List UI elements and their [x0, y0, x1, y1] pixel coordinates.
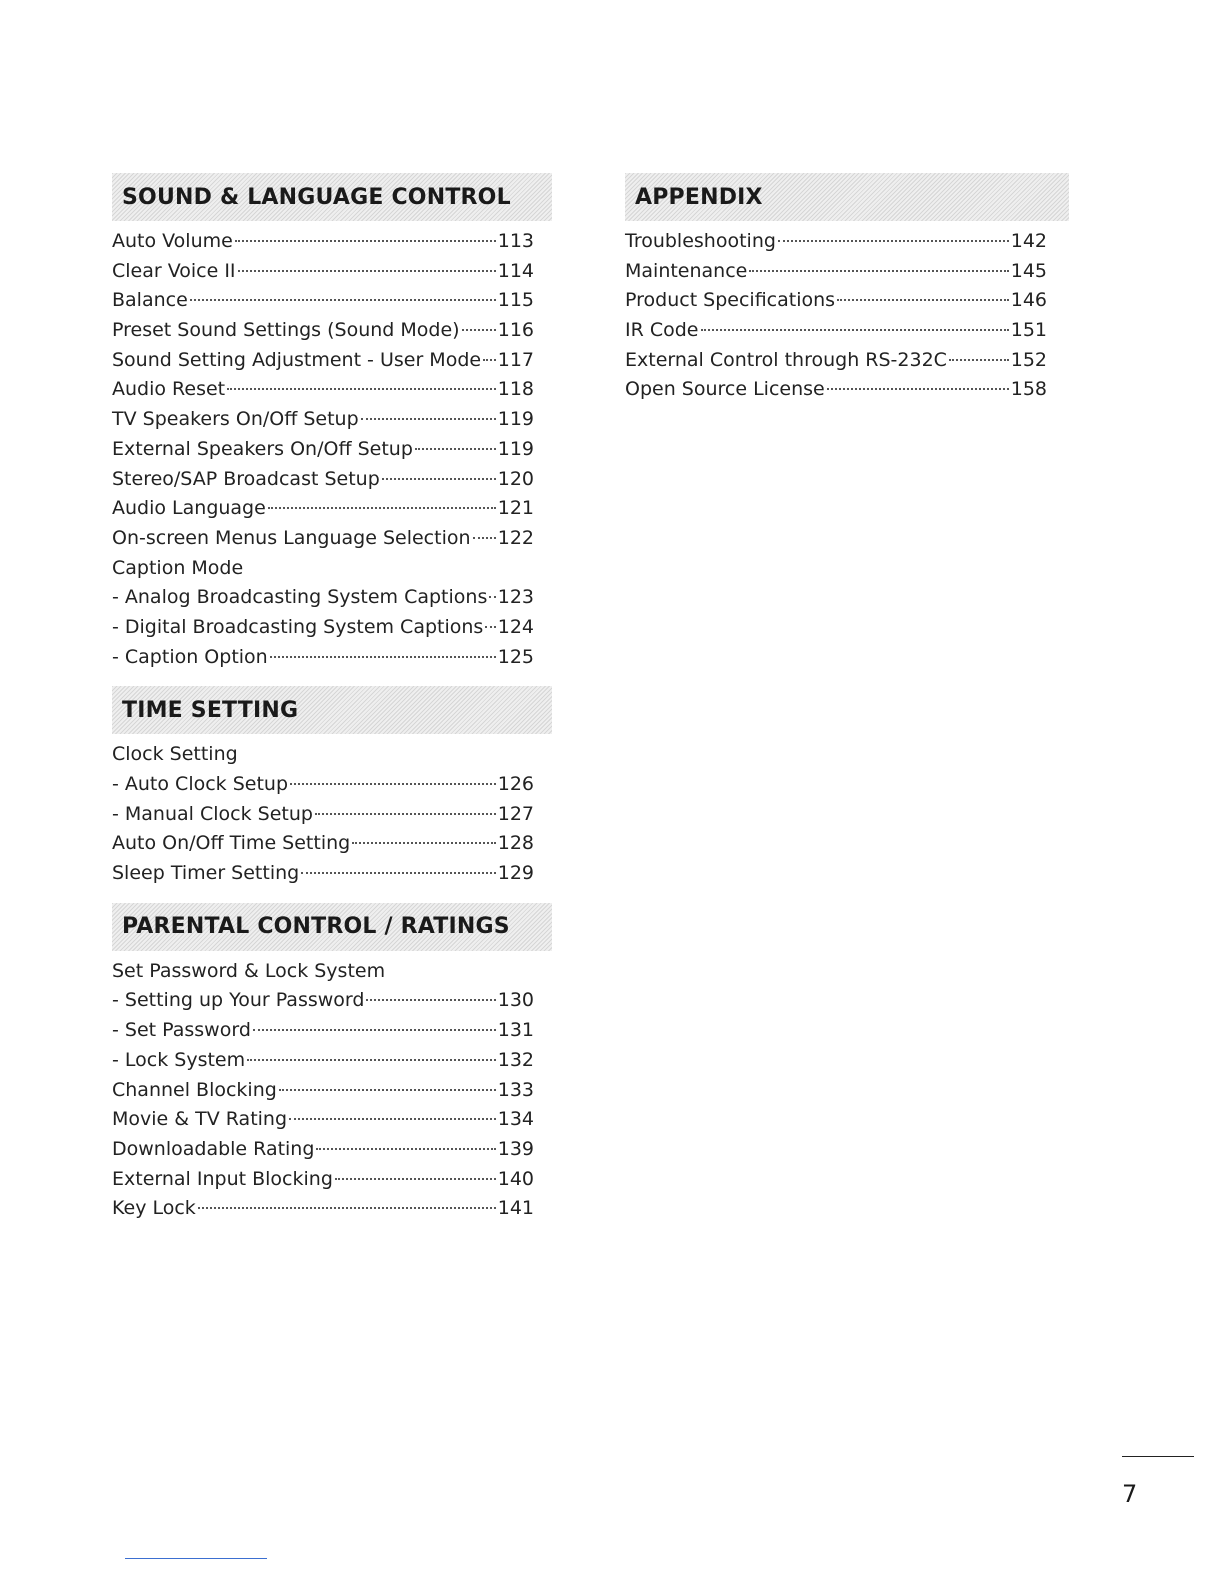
dot-leader — [315, 813, 496, 815]
toc-entry — [112, 286, 534, 316]
toc-entry-page: 114 — [497, 259, 534, 282]
toc-entry-label: Set Password & Lock System — [112, 959, 386, 982]
toc-entry-page: 116 — [497, 319, 534, 342]
page-number-rule — [1122, 1456, 1194, 1457]
toc-entry — [112, 583, 534, 613]
dot-leader — [361, 418, 496, 420]
toc-entry-label: - Setting up Your Password — [112, 989, 365, 1012]
toc-entry — [112, 524, 534, 554]
toc-entry-label: Preset Sound Settings (Sound Mode) — [112, 319, 460, 342]
dot-leader — [190, 299, 496, 301]
toc-entry-label: Auto Volume — [112, 230, 233, 252]
toc-entry — [112, 1165, 534, 1195]
toc-entry-label: Product Specifications — [625, 289, 836, 312]
toc-entry-label: - Digital Broadcasting System Captions — [112, 615, 484, 638]
dot-leader — [335, 1178, 496, 1180]
toc-entry-page: 117 — [497, 348, 534, 371]
dot-leader — [827, 388, 1009, 390]
toc-entry — [625, 257, 1047, 287]
toc-entry — [625, 227, 1047, 257]
toc-entry — [112, 465, 534, 495]
toc-entry — [112, 1016, 534, 1046]
toc-entry-page: 158 — [1010, 378, 1047, 401]
toc-entry-label: Audio Reset — [112, 378, 226, 401]
toc-entry-label: Maintenance — [625, 259, 748, 282]
toc-entry-page: 130 — [497, 989, 534, 1012]
toc-entry — [112, 1194, 534, 1224]
toc-entry-label: Audio Language — [112, 497, 266, 520]
dot-leader — [837, 299, 1009, 301]
toc-entry — [625, 375, 1047, 405]
dot-leader — [279, 1089, 496, 1091]
dot-leader — [235, 240, 496, 242]
toc-entry-label: - Caption Option — [112, 645, 268, 668]
toc-left-column — [112, 173, 552, 1238]
toc-entry-page: 141 — [497, 1197, 534, 1220]
dot-leader — [227, 388, 496, 390]
toc-section-appendix — [625, 173, 1069, 405]
section-header: SOUND & LANGUAGE CONTROL — [112, 173, 552, 221]
toc-entry-label: On-screen Menus Language Selection — [112, 526, 471, 549]
toc-entry — [112, 257, 534, 287]
toc-entry-page: 123 — [497, 586, 534, 609]
toc-section-time-setting — [112, 686, 552, 888]
toc-entry — [112, 1105, 534, 1135]
dot-leader — [701, 329, 1009, 331]
toc-entry-page: 118 — [497, 378, 534, 401]
dot-leader — [198, 1207, 496, 1209]
toc-entry-label: Channel Blocking — [112, 1078, 277, 1101]
toc-entry — [112, 643, 534, 673]
toc-entry — [112, 554, 534, 584]
toc-entry-label: - Auto Clock Setup — [112, 773, 289, 795]
toc-section-sound-language-control — [112, 173, 552, 672]
dot-leader — [949, 359, 1009, 361]
toc-entry-label: Troubleshooting — [625, 230, 776, 252]
dot-leader — [778, 240, 1009, 242]
dot-leader — [489, 596, 495, 598]
section-header: TIME SETTING — [112, 686, 552, 734]
dot-leader — [462, 329, 496, 331]
toc-entry-page: 120 — [497, 467, 534, 490]
dot-leader — [290, 783, 496, 785]
toc-entry-label: Balance — [112, 289, 188, 312]
dot-leader — [316, 1148, 495, 1150]
toc-entry-label: - Set Password — [112, 1019, 251, 1042]
toc-entry-label: TV Speakers On/Off Setup — [112, 408, 359, 431]
footer-rule — [125, 1558, 267, 1559]
toc-entry-page: 152 — [1010, 348, 1047, 371]
toc-entry — [625, 286, 1047, 316]
toc-entry-page: 124 — [497, 615, 534, 638]
toc-entry-page: 133 — [497, 1078, 534, 1101]
toc-entry — [625, 346, 1047, 376]
toc-entry — [625, 316, 1047, 346]
toc-entry-label: Key Lock — [112, 1197, 196, 1220]
toc-entry — [112, 770, 534, 800]
toc-entry-page: 128 — [497, 832, 534, 855]
toc-entry — [112, 800, 534, 830]
toc-entry — [112, 375, 534, 405]
toc-entry-page: 125 — [497, 645, 534, 668]
toc-entry-label: External Speakers On/Off Setup — [112, 437, 413, 460]
toc-entry-page: 132 — [497, 1048, 534, 1071]
dot-leader — [253, 1029, 496, 1031]
dot-leader — [352, 842, 496, 844]
dot-leader — [366, 999, 495, 1001]
toc-entry-label: - Manual Clock Setup — [112, 802, 313, 825]
dot-leader — [485, 626, 495, 628]
toc-entry-page: 142 — [1010, 230, 1047, 252]
toc-entry — [112, 227, 534, 257]
toc-entry-label: - Analog Broadcasting System Captions — [112, 586, 488, 609]
toc-entry-label: Clock Setting — [112, 743, 238, 766]
toc-entry-page: 121 — [497, 497, 534, 520]
toc-entry — [112, 316, 534, 346]
toc-entry-label: Caption Mode — [112, 556, 244, 579]
dot-leader — [749, 270, 1008, 272]
toc-entry-label: External Control through RS-232C — [625, 348, 947, 371]
toc-entry — [112, 435, 534, 465]
toc-entry — [112, 859, 534, 889]
toc-entry — [112, 1046, 534, 1076]
toc-entry-label: - Lock System — [112, 1048, 246, 1071]
toc-entry — [112, 1135, 534, 1165]
toc-entry-page: 119 — [497, 437, 534, 460]
toc-entry-label: Clear Voice II — [112, 259, 236, 282]
toc-entry-page: 129 — [497, 862, 534, 885]
dot-leader — [483, 359, 496, 361]
toc-entry-page: 113 — [497, 230, 534, 252]
toc-entry-page: 134 — [497, 1108, 534, 1131]
dot-leader — [301, 872, 496, 874]
section-header: PARENTAL CONTROL / RATINGS — [112, 903, 552, 951]
toc-entry-page: 126 — [497, 773, 534, 795]
dot-leader — [238, 270, 496, 272]
dot-leader — [268, 507, 496, 509]
dot-leader — [382, 478, 496, 480]
toc-entry-page: 115 — [497, 289, 534, 312]
toc-entry — [112, 986, 534, 1016]
toc-entry — [112, 346, 534, 376]
toc-entry — [112, 957, 534, 987]
dot-leader — [415, 448, 496, 450]
dot-leader — [473, 537, 496, 539]
toc-entry-page: 139 — [497, 1137, 534, 1160]
toc-entry-page: 122 — [497, 526, 534, 549]
toc-entry-page: 131 — [497, 1019, 534, 1042]
toc-entry-label: Auto On/Off Time Setting — [112, 832, 351, 855]
toc-entry-page: 146 — [1010, 289, 1047, 312]
section-header: APPENDIX — [625, 173, 1069, 221]
dot-leader — [247, 1059, 496, 1061]
toc-entry — [112, 829, 534, 859]
toc-entry-label: External Input Blocking — [112, 1167, 333, 1190]
toc-entry — [112, 494, 534, 524]
toc-entry-label: Stereo/SAP Broadcast Setup — [112, 467, 380, 490]
toc-entry-label: IR Code — [625, 319, 699, 342]
toc-entry-label: Open Source License — [625, 378, 825, 401]
toc-entry-page: 119 — [497, 408, 534, 431]
toc-entry — [112, 1076, 534, 1106]
toc-entry-page: 145 — [1010, 259, 1047, 282]
toc-entry-label: Sound Setting Adjustment - User Mode — [112, 348, 482, 371]
page-number: 7 — [1122, 1480, 1138, 1508]
toc-entry-label: Movie & TV Rating — [112, 1108, 288, 1131]
toc-entry-page: 140 — [497, 1167, 534, 1190]
dot-leader — [289, 1118, 496, 1120]
toc-section-parental-control-ratings — [112, 903, 552, 1224]
toc-entry — [112, 613, 534, 643]
dot-leader — [270, 656, 496, 658]
toc-entry-page: 151 — [1010, 319, 1047, 342]
toc-entry — [112, 405, 534, 435]
toc-entry-label: Sleep Timer Setting — [112, 862, 300, 885]
toc-right-column — [625, 173, 1069, 419]
toc-entry-label: Downloadable Rating — [112, 1137, 315, 1160]
toc-entry — [112, 740, 534, 770]
toc-entry-page: 127 — [497, 802, 534, 825]
